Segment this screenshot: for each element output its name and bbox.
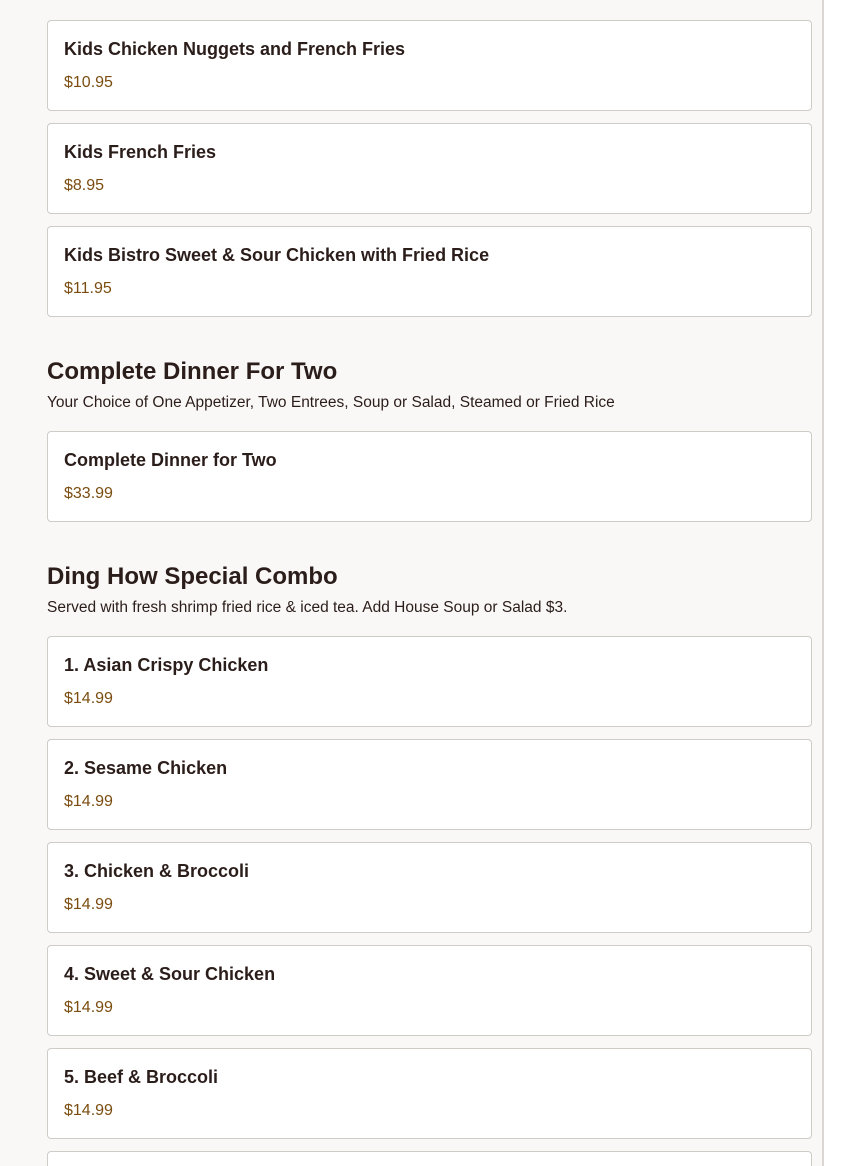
menu-item-card[interactable] — [47, 1048, 812, 1139]
menu-item-price: $10.95 — [64, 74, 113, 91]
section-title: Complete Dinner For Two — [47, 358, 338, 385]
menu-item-name: Kids Bistro Sweet & Sour Chicken with Fried Rice — [64, 245, 490, 265]
section-header-special-combo — [47, 534, 812, 618]
menu-item-card[interactable] — [47, 739, 812, 830]
section-header-dinner-for-two — [47, 329, 812, 413]
menu-item-price: $14.99 — [64, 793, 113, 810]
menu-item-price: $14.99 — [64, 690, 113, 707]
menu-item-name: 5. Beef & Broccoli — [64, 1067, 219, 1087]
menu-item-price: $8.95 — [64, 177, 105, 194]
section-title: Ding How Special Combo — [47, 563, 338, 590]
menu-item-price: $14.99 — [64, 999, 113, 1016]
menu-item-price: $33.99 — [64, 485, 113, 502]
menu-item-name: Kids Chicken Nuggets and French Fries — [64, 39, 406, 59]
menu-item-name: Kids French Fries — [64, 142, 217, 162]
menu-item-price: $11.95 — [64, 280, 112, 297]
section-description: Your Choice of One Appetizer, Two Entrees, Soup or Salad, Steamed or Fried Rice — [47, 394, 615, 411]
menu-item-name: 3. Chicken & Broccoli — [64, 861, 250, 881]
menu-item-card[interactable] — [47, 431, 812, 522]
menu-item-card[interactable] — [47, 945, 812, 1036]
menu-item-name: 1. Asian Crispy Chicken — [64, 655, 269, 675]
menu-item-name: Complete Dinner for Two — [64, 450, 277, 470]
menu-item-price: $14.99 — [64, 896, 113, 913]
menu-content — [47, 20, 812, 1166]
right-gutter — [824, 0, 844, 1166]
menu-item-card[interactable] — [47, 226, 812, 317]
menu-item-card[interactable] — [47, 842, 812, 933]
menu-item-card[interactable] — [47, 123, 812, 214]
menu-item-name: 2. Sesame Chicken — [64, 758, 228, 778]
menu-item-name: 4. Sweet & Sour Chicken — [64, 964, 276, 984]
section-description: Served with fresh shrimp fried rice & iced tea. Add House Soup or Salad $3. — [47, 599, 568, 616]
menu-item-card[interactable] — [47, 636, 812, 727]
menu-item-price: $14.99 — [64, 1102, 113, 1119]
menu-item-card-partial[interactable] — [47, 1151, 812, 1166]
menu-item-card[interactable] — [47, 20, 812, 111]
